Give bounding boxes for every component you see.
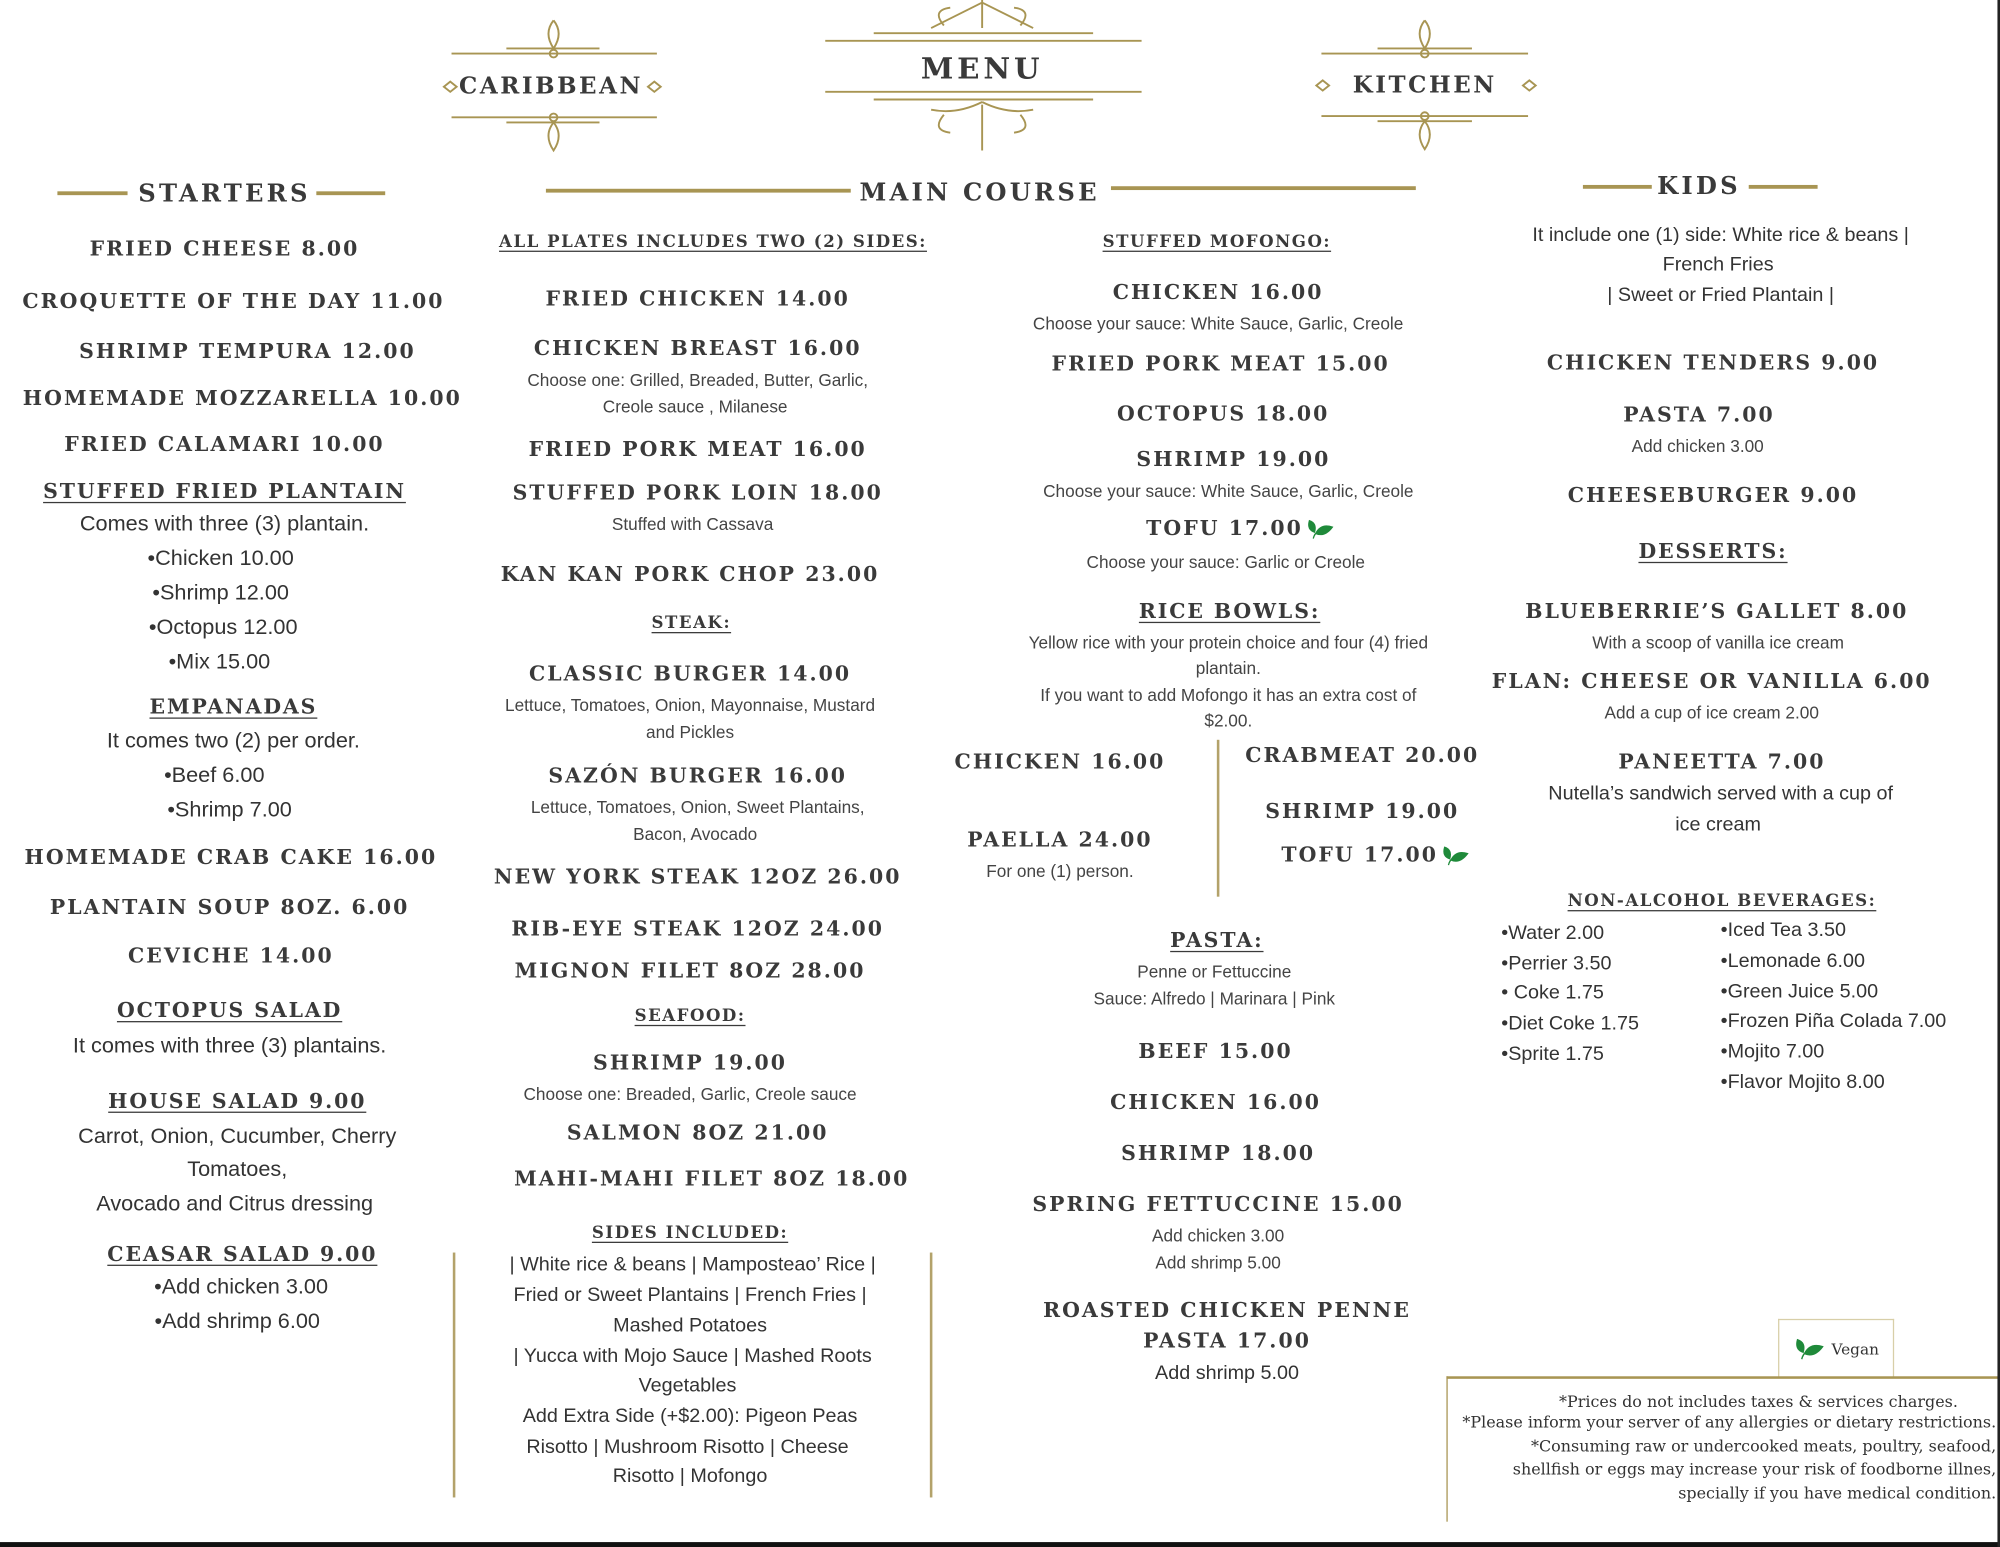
sides-text: Add Extra Side (+$2.00): Pigeon Peas — [522, 1405, 858, 1428]
item-description: For one (1) person. — [986, 861, 1134, 881]
item-description: Choose your sauce: Garlic or Creole — [1086, 552, 1366, 573]
menu-item: SHRIMP 18.00 — [1121, 1140, 1316, 1166]
menu-item: SHRIMP 19.00 — [1265, 799, 1460, 824]
divider — [57, 191, 127, 195]
item-description: Add shrimp 5.00 — [1155, 1253, 1281, 1273]
bottom-border — [0, 1542, 2000, 1547]
leaf-icon — [1441, 844, 1469, 867]
item-description: and Pickles — [646, 722, 735, 742]
menu-item-vegan — [1146, 516, 1333, 541]
item-description: Choose your sauce: White Sauce, Garlic, Creole — [1032, 314, 1404, 334]
item-description: Nutella’s sandwich served with a cup of — [1548, 783, 1894, 805]
item-description: $2.00. — [1204, 711, 1253, 731]
menu-item: FRIED PORK MEAT 16.00 — [528, 436, 867, 462]
sides-text: | Yucca with Mojo Sauce | Mashed Roots — [513, 1345, 872, 1368]
divider — [1749, 185, 1818, 189]
sides-text: Vegetables — [638, 1374, 737, 1397]
beverage-item: •Iced Tea 3.50 — [1720, 919, 1846, 942]
vegan-legend — [1778, 1319, 1894, 1378]
item-description: It include one (1) side: White rice & beans | — [1532, 224, 1909, 247]
menu-item: CHEESEBURGER 9.00 — [1567, 482, 1859, 508]
subsection-heading: EMPANADAS — [149, 694, 318, 719]
subsection-heading: STEAK: — [651, 614, 732, 634]
item-description: Carrot, Onion, Cucumber, Cherry — [78, 1123, 397, 1148]
footer-note: *Consuming raw or undercooked meats, poultry, seafood, — [1530, 1436, 1997, 1456]
item-description: With a scoop of vanilla ice cream — [1592, 633, 1844, 653]
menu-item: SHRIMP TEMPURA 12.00 — [79, 338, 416, 363]
menu-item: FRIED CHICKEN 14.00 — [545, 286, 850, 311]
section-main-course: MAIN COURSE — [859, 178, 1100, 207]
sides-text: Risotto | Mushroom Risotto | Cheese — [526, 1436, 849, 1458]
item-description: Choose your sauce: White Sauce, Garlic, Creole — [1043, 481, 1414, 501]
menu-item: HOMEMADE MOZZARELLA 10.00 — [22, 385, 462, 411]
sides-text: Mashed Potatoes — [613, 1315, 767, 1337]
menu-item: HOMEMADE CRAB CAKE 16.00 — [24, 845, 438, 870]
footer-note: shellfish or eggs may increase your risk of foodborne illnes, — [1512, 1459, 1997, 1479]
option-item: •Beef 6.00 — [164, 762, 265, 787]
beverage-item: •Frozen Piña Colada 7.00 — [1720, 1010, 1947, 1032]
item-description: If you want to add Mofongo it has an extra cost of — [1040, 685, 1417, 705]
option-item: •Shrimp 12.00 — [152, 580, 289, 605]
menu-item-label: TOFU 17.00 — [1146, 515, 1303, 540]
divider — [453, 1253, 455, 1498]
leaf-icon — [1305, 518, 1333, 541]
menu-item: NEW YORK STEAK 12OZ 26.00 — [493, 864, 902, 889]
divider — [1583, 185, 1652, 189]
menu-item: PANEETTA 7.00 — [1618, 749, 1826, 774]
item-description: Lettuce, Tomatoes, Onion, Mayonnaise, Mustard — [504, 695, 876, 715]
subsection-heading: PASTA: — [1170, 927, 1264, 953]
sides-text: | White rice & beans | Mamposteao’ Rice | — [509, 1253, 876, 1276]
item-description: Lettuce, Tomatoes, Onion, Sweet Plantains, — [530, 797, 865, 817]
menu-item: CRABMEAT 20.00 — [1245, 742, 1480, 768]
item-description: Avocado and Citrus dressing — [96, 1191, 374, 1216]
subsection-heading: OCTOPUS SALAD — [116, 998, 343, 1023]
brand-right: KITCHEN — [1352, 72, 1497, 99]
beverage-item: •Water 2.00 — [1501, 922, 1605, 944]
subsection-heading: DESSERTS: — [1638, 538, 1788, 564]
option-item: •Chicken 10.00 — [147, 545, 294, 571]
item-description: Bacon, Avocado — [633, 824, 758, 844]
subsection-heading: HOUSE SALAD 9.00 — [108, 1088, 367, 1113]
item-description: Choose one: Breaded, Garlic, Creole sauce — [523, 1084, 857, 1104]
menu-item: KAN KAN PORK CHOP 23.00 — [500, 561, 880, 587]
item-description: Add chicken 3.00 — [1631, 436, 1764, 456]
beverage-item: • Coke 1.75 — [1501, 982, 1604, 1004]
option-item: •Add shrimp 6.00 — [154, 1308, 320, 1333]
item-description: | Sweet or Fried Plantain | — [1607, 284, 1835, 307]
menu-item: RIB-EYE STEAK 12OZ 24.00 — [511, 916, 885, 941]
divider — [316, 191, 385, 195]
item-description: Stuffed with Cassava — [611, 514, 774, 534]
section-starters: STARTERS — [138, 179, 311, 208]
item-description: Creole sauce , Milanese — [602, 397, 788, 417]
subsection-heading: STUFFED MOFONGO: — [1102, 232, 1332, 252]
menu-item-vegan — [1281, 842, 1468, 867]
menu-item: MAHI-MAHI FILET 8OZ 18.00 — [514, 1166, 910, 1191]
subsection-heading: CEASAR SALAD 9.00 — [107, 1241, 378, 1266]
menu-item: PLANTAIN SOUP 8OZ. 6.00 — [49, 894, 410, 920]
sides-text: Risotto | Mofongo — [612, 1465, 768, 1488]
subsection-heading: RICE BOWLS: — [1138, 598, 1321, 624]
menu-item: CHICKEN BREAST 16.00 — [533, 336, 862, 361]
menu-item: SHRIMP 19.00 — [1136, 447, 1331, 472]
item-description: Yellow rice with your protein choice and four (4) fried — [1028, 633, 1429, 653]
item-description: plantain. — [1195, 658, 1261, 678]
menu-item: BLUEBERRIE’S GALLET 8.00 — [1525, 598, 1909, 624]
option-item: •Add chicken 3.00 — [154, 1274, 329, 1299]
footer-note: *Prices do not includes taxes & services charges. — [1559, 1391, 1958, 1411]
option-item: •Mix 15.00 — [168, 649, 271, 674]
page-title: MENU — [920, 51, 1044, 87]
menu-item: CROQUETTE OF THE DAY 11.00 — [22, 288, 445, 314]
divider — [1111, 186, 1416, 190]
divider — [930, 1253, 932, 1498]
menu-item: CHICKEN 16.00 — [1110, 1089, 1321, 1115]
divider — [546, 189, 851, 193]
beverage-item: •Flavor Mojito 8.00 — [1720, 1071, 1885, 1094]
menu-item: PAELLA 24.00 — [967, 827, 1153, 852]
menu-item: FRIED CALAMARI 10.00 — [64, 431, 385, 456]
menu-item: CEVICHE 14.00 — [127, 943, 334, 968]
option-item: •Shrimp 7.00 — [167, 797, 292, 822]
footer-note: specially if you have medical condition. — [1678, 1483, 1997, 1503]
beverage-item: •Lemonade 6.00 — [1720, 950, 1865, 972]
beverage-item: •Diet Coke 1.75 — [1501, 1012, 1639, 1035]
brand-left: CARIBBEAN — [459, 73, 644, 101]
item-description: Penne or Fettuccine — [1137, 962, 1292, 982]
menu-item: BEEF 15.00 — [1138, 1038, 1293, 1064]
menu-item: FRIED CHEESE 8.00 — [89, 236, 360, 261]
subsection-heading: SEAFOOD: — [634, 1007, 746, 1027]
vegan-label: Vegan — [1831, 1339, 1879, 1358]
item-description: Tomatoes, — [187, 1156, 288, 1182]
menu-item: FRIED PORK MEAT 15.00 — [1051, 351, 1390, 376]
menu-item: SHRIMP 19.00 — [593, 1050, 788, 1075]
menu-item: PASTA 7.00 — [1623, 402, 1775, 427]
leaf-icon — [1793, 1335, 1824, 1363]
item-description: Add chicken 3.00 — [1152, 1226, 1285, 1246]
menu-item: OCTOPUS 18.00 — [1117, 401, 1330, 426]
menu-item-label: TOFU 17.00 — [1281, 842, 1439, 867]
item-description: Add shrimp 5.00 — [1155, 1362, 1300, 1384]
footer-notes — [1446, 1376, 2000, 1521]
menu-item: CHICKEN 16.00 — [1112, 279, 1324, 305]
menu-item: CHICKEN 16.00 — [954, 749, 1166, 774]
divider — [1217, 740, 1219, 897]
section-kids: KIDS — [1657, 172, 1741, 201]
menu-item: MIGNON FILET 8OZ 28.00 — [514, 958, 866, 983]
menu-item: SAZÓN BURGER 16.00 — [548, 763, 848, 788]
footer-note: *Please inform your server of any allergies or dietary restrictions. — [1462, 1411, 1997, 1432]
menu-item: SPRING FETTUCCINE 15.00 — [1032, 1191, 1404, 1217]
menu-item: CHICKEN TENDERS 9.00 — [1546, 350, 1880, 375]
item-description: It comes two (2) per order. — [106, 728, 360, 753]
subsection-heading: STUFFED FRIED PLANTAIN — [43, 478, 406, 504]
beverage-item: •Mojito 7.00 — [1720, 1040, 1825, 1063]
item-description: Sauce: Alfredo | Marinara | Pink — [1093, 989, 1336, 1009]
sides-text: Fried or Sweet Plantains | French Fries | — [513, 1284, 867, 1307]
item-description: French Fries — [1662, 253, 1774, 276]
menu-item: ROASTED CHICKEN PENNE — [1043, 1297, 1411, 1323]
item-description: It comes with three (3) plantains. — [72, 1033, 387, 1058]
subsection-heading: NON-ALCOHOL BEVERAGES: — [1567, 892, 1877, 912]
beverage-item: •Sprite 1.75 — [1501, 1043, 1604, 1066]
item-description: Add a cup of ice cream 2.00 — [1604, 703, 1819, 723]
menu-item: CLASSIC BURGER 14.00 — [528, 661, 852, 686]
subsection-heading: SIDES INCLUDED: — [591, 1223, 789, 1243]
beverage-item: •Perrier 3.50 — [1501, 952, 1612, 975]
item-description: ice cream — [1675, 813, 1761, 836]
subsection-heading: ALL PLATES INCLUDES TWO (2) SIDES: — [499, 232, 927, 252]
menu-item: SALMON 8OZ 21.00 — [566, 1120, 829, 1145]
menu-item: FLAN: CHEESE OR VANILLA 6.00 — [1491, 669, 1932, 694]
item-description: Choose one: Grilled, Breaded, Butter, Garlic, — [527, 370, 869, 390]
beverage-item: •Green Juice 5.00 — [1720, 980, 1879, 1003]
menu-item: PASTA 17.00 — [1143, 1328, 1311, 1353]
menu-item: STUFFED PORK LOIN 18.00 — [512, 480, 883, 505]
item-description: Comes with three (3) plantain. — [79, 511, 370, 536]
option-item: •Octopus 12.00 — [148, 614, 298, 640]
